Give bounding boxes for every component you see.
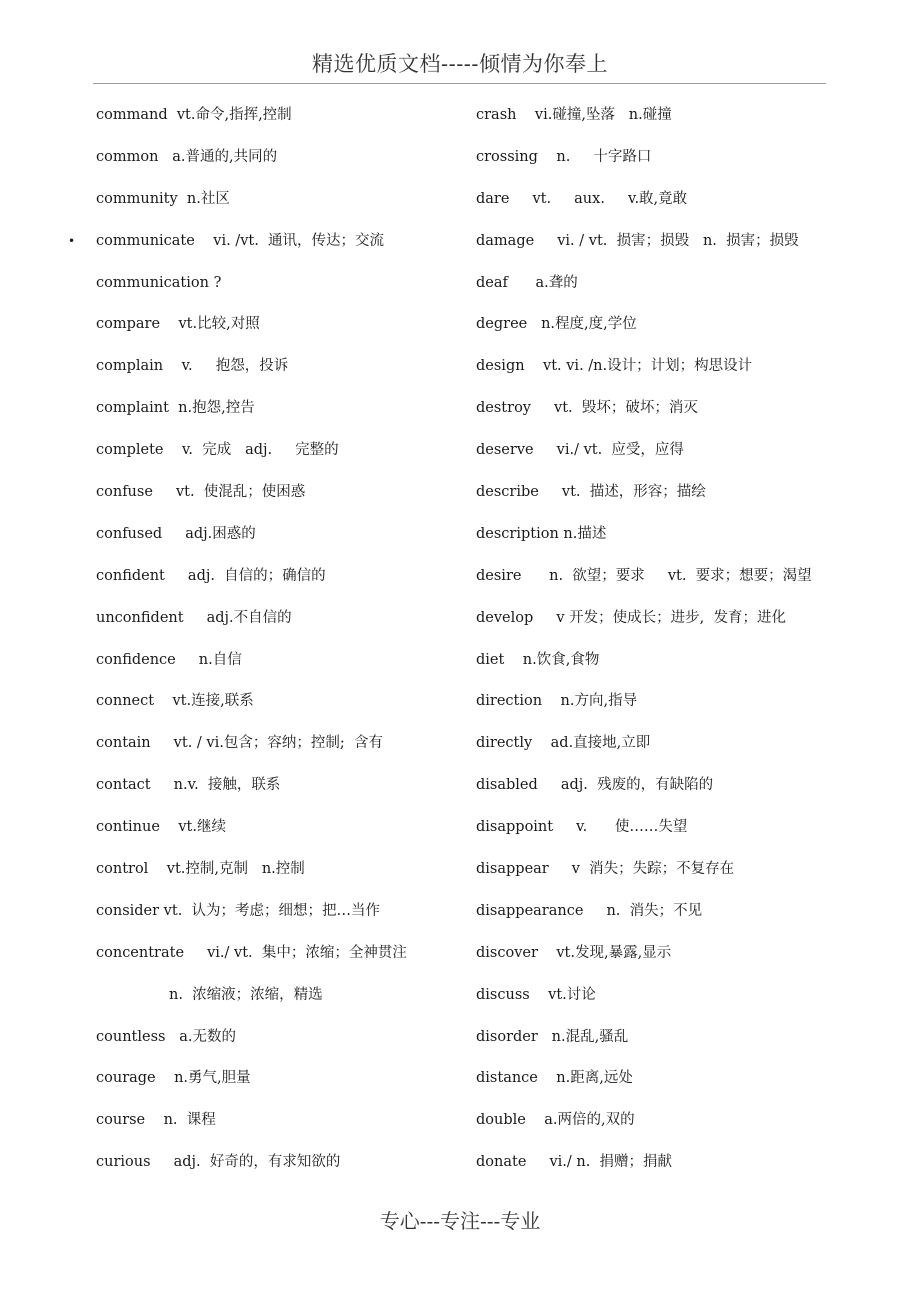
- vocab-entry-right: [476, 473, 836, 515]
- vocab-entry-text: curious adj. 好奇的，有求知欲的: [96, 1154, 341, 1171]
- vocab-entry-right: [476, 1018, 836, 1060]
- page-header-title: 精选优质文档-----倾情为你奉上: [312, 52, 608, 76]
- vocab-column-left: [68, 96, 456, 1185]
- vocab-entry-text: complete v. 完成 adj. 完整的: [96, 442, 339, 459]
- vocab-entry-right: [476, 431, 836, 473]
- vocab-entry-left: [96, 180, 456, 222]
- vocab-entry-right: [476, 641, 836, 683]
- vocab-entry-right: [476, 766, 836, 808]
- vocab-entry-text: deaf a.聋的: [476, 274, 578, 291]
- vocab-entry-text: crossing n. 十字路口: [476, 148, 652, 165]
- vocab-entry-text: common a.普通的,共同的: [96, 148, 278, 165]
- vocab-entry-text: describe vt. 描述，形容；描绘: [476, 484, 706, 501]
- vocab-entry-left: [96, 557, 456, 599]
- vocab-entry-text: discuss vt.讨论: [476, 986, 596, 1003]
- vocab-entry-text: confused adj.困惑的: [96, 525, 256, 542]
- vocab-entry-text: confident adj. 自信的；确信的: [96, 567, 326, 584]
- vocab-entry-right: [476, 347, 836, 389]
- vocab-entry-text: course n. 课程: [96, 1112, 216, 1129]
- vocab-entry-right: [476, 976, 836, 1018]
- vocab-entry-right: [476, 724, 836, 766]
- vocab-entry-text: discover vt.发现,暴露,显示: [476, 944, 672, 961]
- vocab-entry-right: [476, 1059, 836, 1101]
- vocab-entry-text: compare vt.比较,对照: [96, 316, 260, 333]
- vocab-entry-text: double a.两倍的,双的: [476, 1112, 635, 1129]
- vocab-entry-left: [96, 431, 456, 473]
- vocab-entry-text: donate vi./ n. 捐赠；捐献: [476, 1154, 673, 1171]
- vocab-entry-text: countless a.无数的: [96, 1028, 237, 1045]
- vocab-entry-right: [476, 599, 836, 641]
- vocab-entry-text: communicate vi. /vt. 通讯，传达；交流: [96, 232, 385, 249]
- vocab-entry-text: command vt.命令,指挥,控制: [96, 107, 292, 123]
- vocab-entry-left: [96, 1101, 456, 1143]
- vocab-entry-left: [96, 96, 456, 138]
- vocab-entry-text: direction n.方向,指导: [476, 693, 638, 710]
- vocab-entry-left: [96, 766, 456, 808]
- vocab-entry-text: complaint n.抱怨,控告: [96, 400, 255, 417]
- vocab-entry-left: [96, 389, 456, 431]
- vocab-entry-left: [96, 641, 456, 683]
- vocab-column-right: [476, 96, 836, 1185]
- vocab-entry-left: [96, 808, 456, 850]
- vocab-entry-text: deserve vi./ vt. 应受，应得: [476, 442, 684, 459]
- vocab-entry-text: desire n. 欲望；要求 vt. 要求；想要；渴望: [476, 567, 812, 584]
- list-bullet-icon: •: [68, 233, 76, 248]
- vocab-entry-right: [476, 96, 836, 138]
- vocab-entry-text: destroy vt. 毁坏；破坏；消灭: [476, 400, 698, 417]
- vocab-entry-text: concentrate vi./ vt. 集中；浓缩；全神贯注: [96, 944, 407, 961]
- vocab-entry-text: disabled adj. 残废的，有缺陷的: [476, 777, 714, 794]
- vocab-entry-left: [96, 934, 456, 976]
- vocab-entry-text: description n.描述: [476, 525, 607, 542]
- vocab-entry-text: disappoint v. 使……失望: [476, 819, 688, 836]
- vocab-entry-text: develop v 开发；使成长；进步, 发育；进化: [476, 609, 786, 626]
- vocab-entry-text: disappearance n. 消失；不见: [476, 902, 703, 919]
- vocab-entry-text: diet n.饮食,食物: [476, 651, 600, 668]
- vocab-entry-text: confidence n.自信: [96, 651, 242, 668]
- vocab-entry-left: [96, 473, 456, 515]
- vocab-entry-right: [476, 264, 836, 306]
- vocab-entry-right: [476, 682, 836, 724]
- vocab-entry-left: [96, 264, 456, 306]
- vocab-entry-text: community n.社区: [96, 190, 230, 207]
- vocab-entry-right: [476, 557, 836, 599]
- vocab-entry-text: confuse vt. 使混乱；使困惑: [96, 484, 306, 501]
- vocab-entry-right: [476, 305, 836, 347]
- vocab-entry-text: courage n.勇气,胆量: [96, 1070, 251, 1087]
- vocab-entry-text: distance n.距离,远处: [476, 1070, 633, 1087]
- vocab-entry-text: connect vt.连接,联系: [96, 693, 254, 710]
- vocab-entry-right: [476, 515, 836, 557]
- vocab-entry-left: [96, 138, 456, 180]
- vocab-entry-left: [96, 347, 456, 389]
- vocab-entry-left: [96, 976, 456, 1018]
- vocab-entry-right: [476, 850, 836, 892]
- vocab-entry-text: n. 浓缩液；浓缩，精选: [169, 986, 323, 1003]
- vocab-entry-right: [476, 1143, 836, 1185]
- vocab-entry-right: [476, 934, 836, 976]
- vocab-entry-left: [96, 850, 456, 892]
- vocab-entry-left: [96, 305, 456, 347]
- vocab-entry-left: [96, 682, 456, 724]
- vocab-entry-left: [96, 892, 456, 934]
- vocab-entry-text: contact n.v. 接触，联系: [96, 777, 281, 794]
- page-footer-text: 专心---专注---专业: [379, 1209, 541, 1233]
- vocab-entry-left: [96, 1143, 456, 1185]
- vocab-entry-left: [96, 599, 456, 641]
- vocab-entry-text: disorder n.混乱,骚乱: [476, 1028, 629, 1045]
- vocab-entry-text: disappear v 消失；失踪；不复存在: [476, 861, 735, 878]
- vocab-entry-text: continue vt.继续: [96, 819, 226, 836]
- vocab-entry-text: communication ?: [96, 274, 222, 291]
- vocab-entry-right: [476, 180, 836, 222]
- vocab-entry-right: [476, 138, 836, 180]
- vocab-entry-left: [96, 1018, 456, 1060]
- vocab-entry-left: [96, 515, 456, 557]
- vocab-entry-left: [68, 222, 456, 264]
- vocab-entry-left: [96, 724, 456, 766]
- vocab-entry-right: [476, 892, 836, 934]
- vocab-entry-text: dare vt. aux. v.敢,竟敢: [476, 190, 688, 207]
- vocab-entry-right: [476, 808, 836, 850]
- vocab-entry-text: crash vi.碰撞,坠落 n.碰撞: [476, 107, 672, 123]
- vocab-entry-text: control vt.控制,克制 n.控制: [96, 861, 305, 878]
- vocab-entry-text: damage vi. / vt. 损害；损毁 n. 损害；损毁: [476, 232, 799, 249]
- vocab-entry-text: unconfident adj.不自信的: [96, 609, 292, 626]
- header-rule: [93, 83, 826, 84]
- vocab-entry-text: directly ad.直接地,立即: [476, 735, 651, 752]
- vocab-entry-left: [96, 1059, 456, 1101]
- vocab-entry-text: consider vt. 认为；考虑；细想；把…当作: [96, 902, 381, 919]
- vocab-entry-text: degree n.程度,度,学位: [476, 316, 637, 333]
- vocab-entry-right: [476, 389, 836, 431]
- vocab-entry-text: complain v. 抱怨，投诉: [96, 358, 289, 375]
- vocab-entry-text: contain vt. / vi.包含；容纳；控制; 含有: [96, 735, 383, 752]
- vocab-entry-right: [476, 222, 836, 264]
- vocab-entry-text: design vt. vi. /n.设计；计划；构思设计: [476, 358, 753, 375]
- vocab-entry-right: [476, 1101, 836, 1143]
